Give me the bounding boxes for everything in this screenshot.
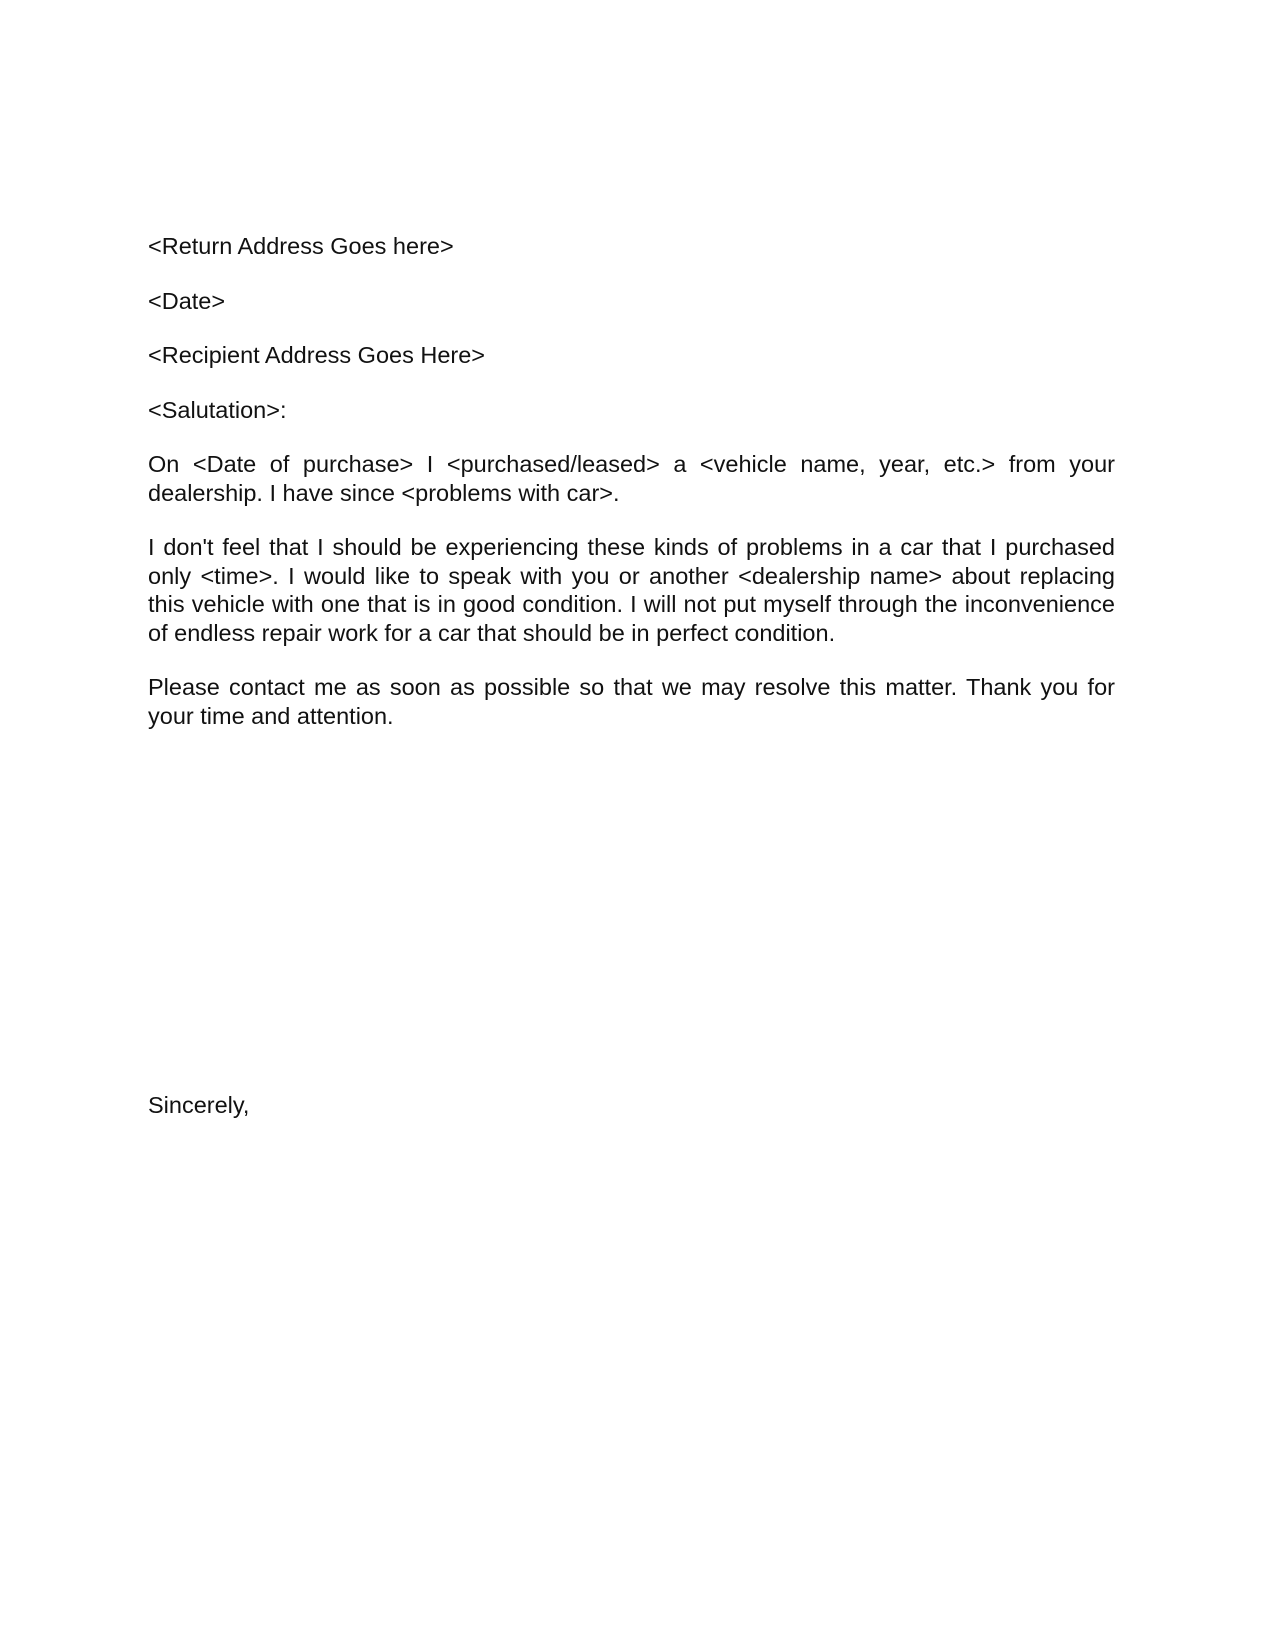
letter-body [148, 232, 1115, 756]
salutation: <Salutation>: [148, 396, 287, 423]
paragraph-complaint: I don't feel that I should be experiencing these kinds of problems in a car that I purchased only <time>. I would like to speak with you or another <dealership name> about replacing this vehicle with one that is in good condition. I will not put myself through the inconvenience of endless repair work for a car that should be in perfect condition. [148, 534, 1115, 646]
closing: Sincerely, [148, 1092, 250, 1118]
letter-date: <Date> [148, 287, 226, 314]
return-address: <Return Address Goes here> [148, 233, 454, 259]
paragraph-contact-request: Please contact me as soon as possible so that we may resolve this matter. Thank you for your time and attention. [148, 674, 1115, 729]
paragraph-purchase: On <Date of purchase> I <purchased/leased> a <vehicle name, year, etc.> from your dealership. I have since <problems with car>. [148, 451, 1115, 506]
recipient-address: <Recipient Address Goes Here> [148, 342, 486, 368]
